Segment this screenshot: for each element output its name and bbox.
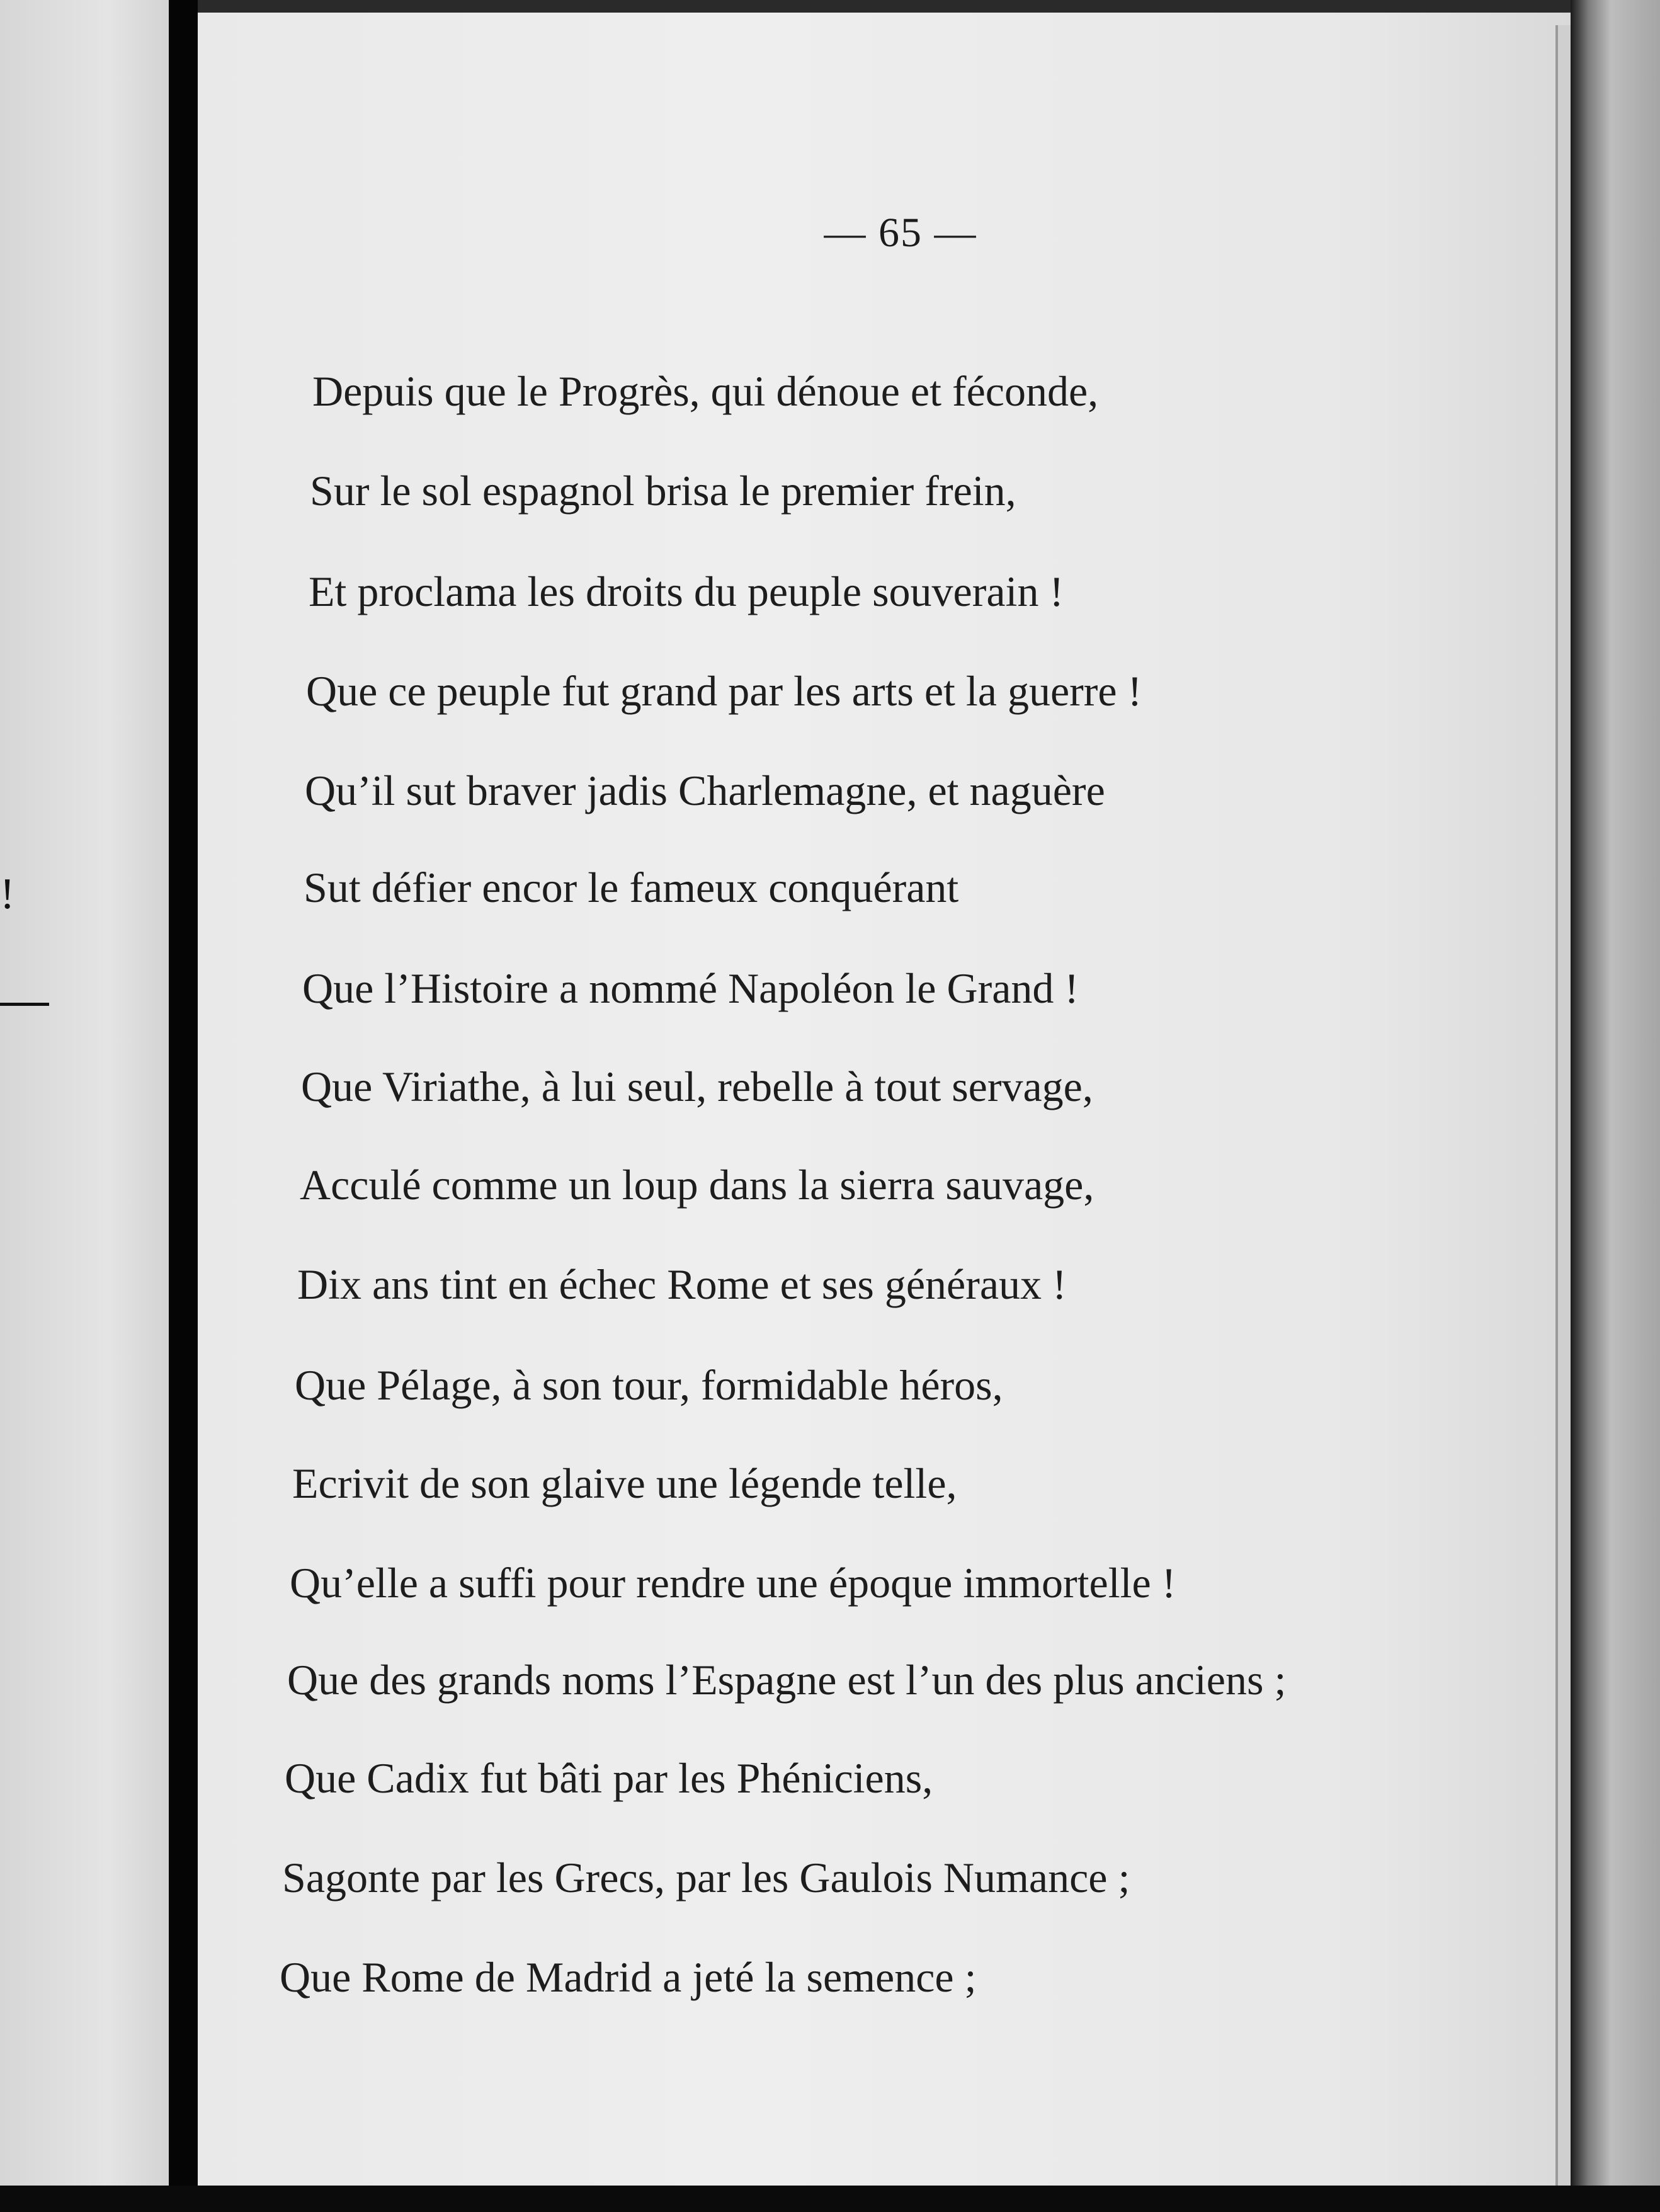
verse-line: Que Rome de Madrid a jeté la semence ;: [280, 1953, 977, 2001]
verse-line: Que des grands noms l’Espagne est l’un des plus anciens ;: [287, 1656, 1287, 1704]
verse-line: Sagonte par les Grecs, par les Gaulois Numance ;: [282, 1854, 1130, 1901]
adjacent-page: [0, 0, 179, 2212]
verse-line: Qu’il sut braver jadis Charlemagne, et naguère: [305, 767, 1105, 814]
right-border: [1571, 0, 1660, 2212]
bottom-shadow: [0, 2186, 1660, 2212]
adjacent-page-mark: !: [0, 870, 15, 918]
verse-line: Et proclama les droits du peuple souverain !: [309, 567, 1064, 615]
adjacent-page-rule: [0, 1003, 49, 1006]
verse-line: Que Pélage, à son tour, formidable héros,: [295, 1361, 1003, 1409]
verse-line: Qu’elle a suffi pour rendre une époque immortelle !: [290, 1559, 1176, 1607]
verse-line: Sut défier encor le fameux conquérant: [304, 864, 959, 911]
verse-line: Que Viriathe, à lui seul, rebelle à tout servage,: [301, 1063, 1093, 1110]
verse-line: Que ce peuple fut grand par les arts et la guerre !: [306, 667, 1142, 715]
verse-line: Que Cadix fut bâti par les Phéniciens,: [285, 1754, 933, 1802]
verse-line: Sur le sol espagnol brisa le premier frein,: [310, 467, 1016, 515]
verse-line: Dix ans tint en échec Rome et ses généraux !: [297, 1260, 1067, 1308]
verse-line: Ecrivit de son glaive une légende telle,: [292, 1459, 957, 1507]
book-spine: [169, 0, 198, 2212]
verse-line: Que l’Histoire a nommé Napoléon le Grand !: [302, 964, 1079, 1012]
verse-line: Depuis que le Progrès, qui dénoue et féconde,: [312, 367, 1099, 415]
verse-line: Acculé comme un loup dans la sierra sauvage,: [300, 1161, 1094, 1209]
page-number: — 65 —: [824, 210, 977, 256]
